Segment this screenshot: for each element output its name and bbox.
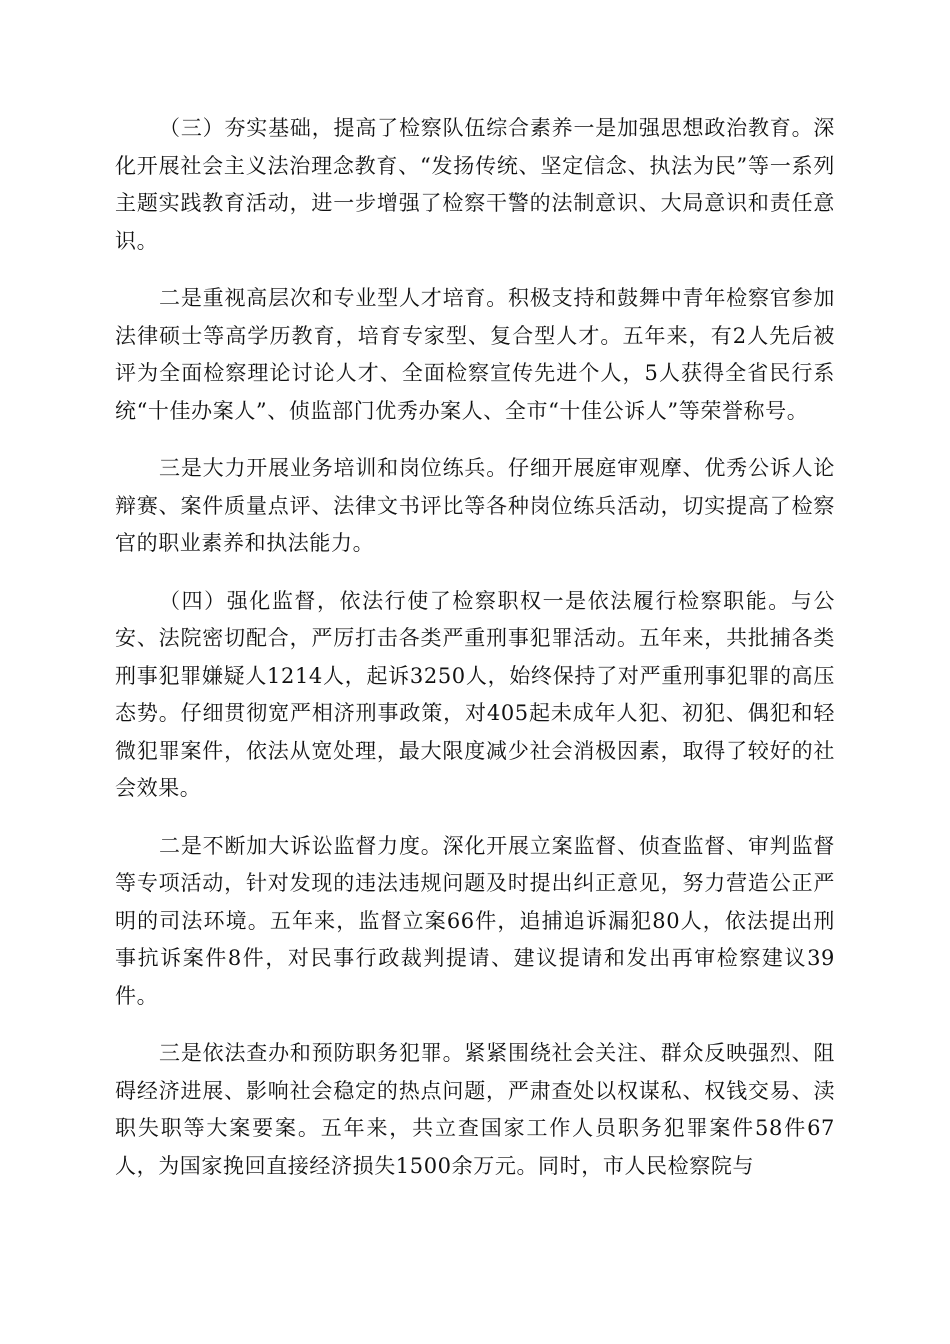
paragraph-3: 三是大力开展业务培训和岗位练兵。仔细开展庭审观摩、优秀公诉人论辩赛、案件质量点评、法律文书评比等各种岗位练兵活动，切实提高了检察官的职业素养和执法能力。 xyxy=(115,456,835,555)
paragraph-2: 二是重视高层次和专业型人才培育。积极支持和鼓舞中青年检察官参加法律硕士等高学历教育，培育专家型、复合型人才。五年来，有2人先后被评为全面检察理论讨论人才、全面检察宣传先进个人，5人获得全省民行系统“十佳办案人”、侦监部门优秀办案人、全市“十佳公诉人”等荣誉称号。 xyxy=(115,286,835,423)
document-page xyxy=(115,110,835,1205)
paragraph-1: （三）夯实基础，提高了检察队伍综合素养一是加强思想政治教育。深化开展社会主义法治理念教育、“发扬传统、坚定信念、执法为民”等一系列主题实践教育活动，进一步增强了检察干警的法制意识、大局意识和责任意识。 xyxy=(115,116,835,253)
paragraph-5: 二是不断加大诉讼监督力度。深化开展立案监督、侦查监督、审判监督等专项活动，针对发现的违法违规问题及时提出纠正意见，努力营造公正严明的司法环境。五年来，监督立案66件，追捕追诉漏犯80人，依法提出刑事抗诉案件8件，对民事行政裁判提请、建议提请和发出再审检察建议39件。 xyxy=(115,833,835,1008)
paragraph-4: （四）强化监督，依法行使了检察职权一是依法履行检察职能。与公安、法院密切配合，严厉打击各类严重刑事犯罪活动。五年来，共批捕各类刑事犯罪嫌疑人1214人，起诉3250人，始终保持了对严重刑事犯罪的高压态势。仔细贯彻宽严相济刑事政策，对405起未成年人犯、初犯、偶犯和轻微犯罪案件，依法从宽处理，最大限度减少社会消极因素，取得了较好的社会效果。 xyxy=(115,588,835,800)
paragraph-6: 三是依法查办和预防职务犯罪。紧紧围绕社会关注、群众反映强烈、阻碍经济进展、影响社会稳定的热点问题，严肃查处以权谋私、权钱交易、渎职失职等大案要案。五年来，共立查国家工作人员职务犯罪案件58件67人，为国家挽回直接经济损失1500余万元。同时，市人民检察院与 xyxy=(115,1041,835,1178)
